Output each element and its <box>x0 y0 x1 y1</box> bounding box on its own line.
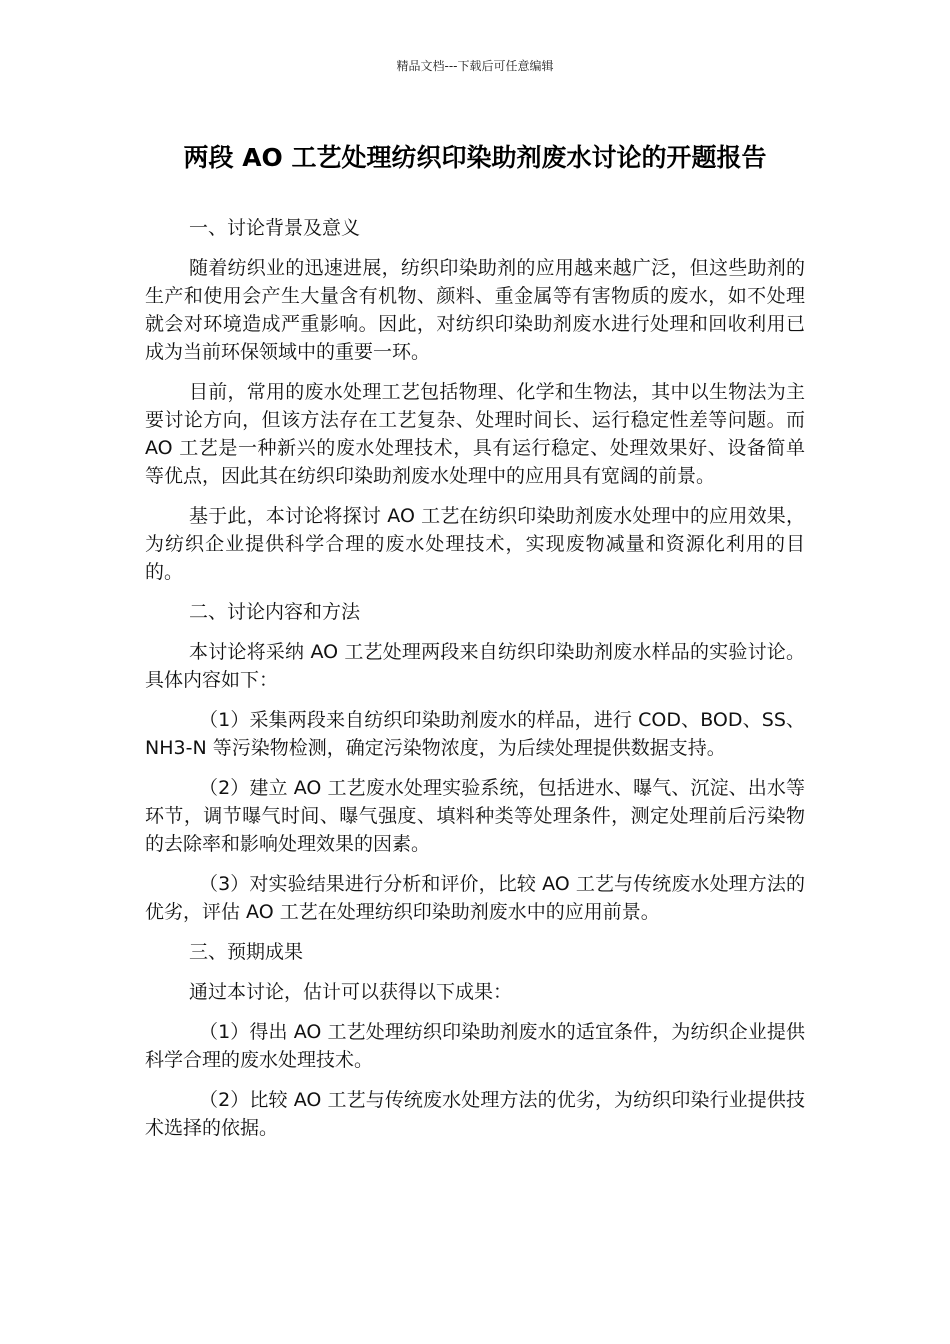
paragraph-background-3: 基于此，本讨论将探讨 AO 工艺在纺织印染助剂废水处理中的应用效果，为纺织企业提供科学合理的废水处理技术，实现废物减量和资源化利用的目的。 <box>145 505 805 583</box>
paragraph-results-intro: 通过本讨论，估计可以获得以下成果： <box>189 981 513 1003</box>
document-title: 两段 AO 工艺处理纺织印染助剂废水讨论的开题报告 <box>183 143 767 172</box>
paragraph-background-1: 随着纺织业的迅速进展，纺织印染助剂的应用越来越广泛，但这些助剂的生产和使用会产生大量含有机物、颜料、重金属等有害物质的废水，如不处理就会对环境造成严重影响。因此，对纺织印染助剂废水进行处理和回收利用已成为当前环保领域中的重要一环。 <box>145 257 805 363</box>
list-item-results-2: （2）比较 AO 工艺与传统废水处理方法的优劣，为纺织印染行业提供技术选择的依据。 <box>145 1089 805 1139</box>
section-heading-results: 三、预期成果 <box>189 941 304 963</box>
paragraph-background-2: 目前，常用的废水处理工艺包括物理、化学和生物法，其中以生物法为主要讨论方向，但该方法存在工艺复杂、处理时间长、运行稳定性差等问题。而 AO 工艺是一种新兴的废水处理技术，具有运行稳定、处理效果好、设备简单等优点，因此其在纺织印染助剂废水处理中的应用具有宽阔的前景。 <box>145 381 805 487</box>
list-item-methods-2: （2）建立 AO 工艺废水处理实验系统，包括进水、曝气、沉淀、出水等环节，调节曝气时间、曝气强度、填料种类等处理条件，测定处理前后污染物的去除率和影响处理效果的因素。 <box>145 777 805 855</box>
list-item-methods-1: （1）采集两段来自纺织印染助剂废水的样品，进行 COD、BOD、SS、NH3-N 等污染物检测，确定污染物浓度，为后续处理提供数据支持。 <box>145 709 805 759</box>
list-item-methods-3: （3）对实验结果进行分析和评价，比较 AO 工艺与传统废水处理方法的优劣，评估 AO 工艺在处理纺织印染助剂废水中的应用前景。 <box>145 873 805 923</box>
page-header-note: 精品文档---下载后可任意编辑 <box>396 59 554 73</box>
list-item-results-1: （1）得出 AO 工艺处理纺织印染助剂废水的适宜条件，为纺织企业提供科学合理的废水处理技术。 <box>145 1021 805 1071</box>
section-heading-methods: 二、讨论内容和方法 <box>189 601 361 623</box>
section-heading-background: 一、讨论背景及意义 <box>189 217 361 239</box>
paragraph-methods-intro: 本讨论将采纳 AO 工艺处理两段来自纺织印染助剂废水样品的实验讨论。具体内容如下： <box>145 641 805 691</box>
document-body <box>145 214 805 1154</box>
